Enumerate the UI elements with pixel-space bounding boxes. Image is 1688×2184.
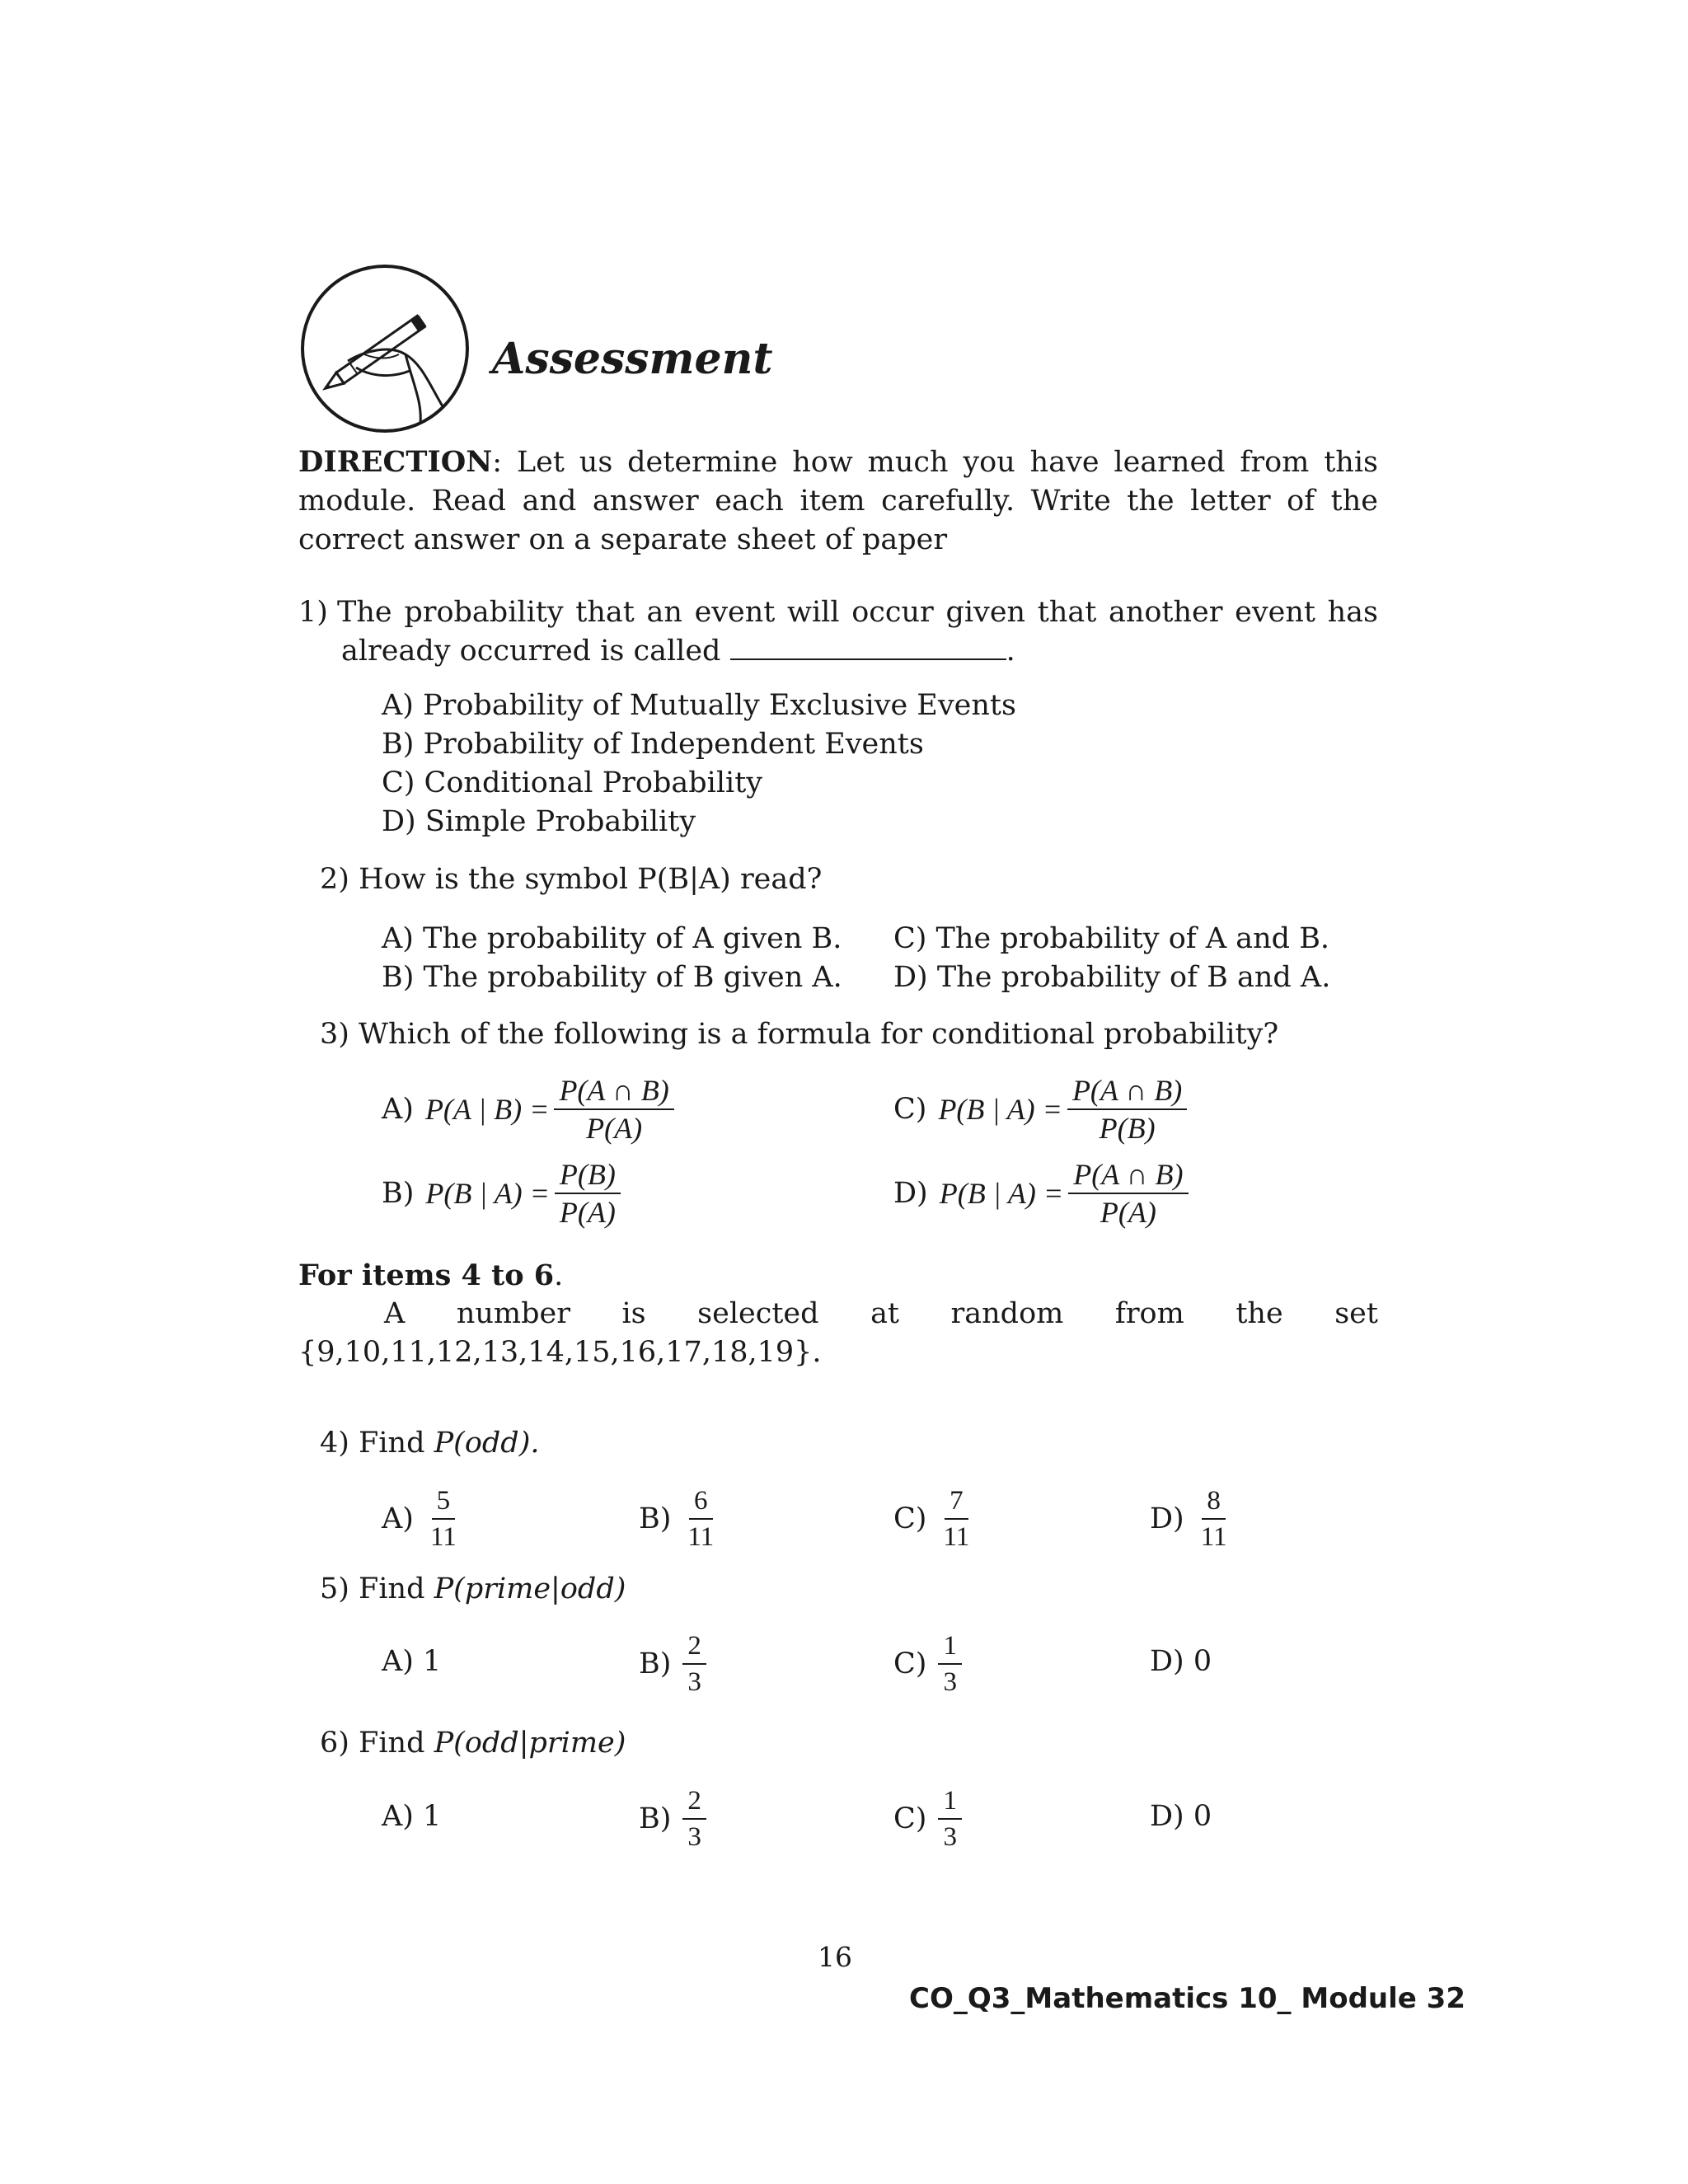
direction-label: DIRECTION (298, 445, 493, 479)
option-label: C) (893, 1647, 927, 1680)
denominator: P(B) (1099, 1112, 1156, 1145)
fraction (938, 1630, 962, 1698)
denominator: 3 (943, 1822, 957, 1852)
option-label: C) (893, 1802, 927, 1835)
formula-lhs: P(B | A) = (425, 1177, 550, 1210)
fraction (938, 1485, 974, 1553)
direction-paragraph (298, 443, 1378, 560)
word: occur (851, 596, 934, 629)
word: number (456, 1297, 570, 1330)
q4-option-c (893, 1485, 974, 1553)
word: A (384, 1297, 406, 1330)
denominator: 11 (429, 1522, 457, 1552)
question-1-stem-line1 (298, 593, 1378, 632)
q5-option-c (893, 1630, 962, 1698)
fraction (425, 1485, 462, 1553)
word: at (870, 1297, 899, 1330)
option-label: D) (1150, 1502, 1184, 1535)
word: an (646, 596, 682, 629)
items-4-6-sentence (384, 1295, 1378, 1333)
stem-expression: P(odd|prime) (434, 1727, 626, 1760)
question-5-stem (320, 1570, 626, 1609)
option-label: B) (639, 1647, 672, 1680)
word: event (1235, 596, 1315, 629)
word: selected (697, 1297, 819, 1330)
numerator: 2 (682, 1785, 706, 1820)
numerator: 5 (432, 1485, 456, 1520)
fraction (682, 1630, 706, 1698)
q5-option-d: D) 0 (1150, 1645, 1212, 1678)
denominator: P(A) (1100, 1196, 1156, 1229)
word: 1) The (298, 596, 392, 629)
module-footer: CO_Q3_Mathematics 10_ Module 32 (909, 1982, 1465, 2015)
question-1-stem-line2 (298, 632, 1378, 671)
denominator: 3 (687, 1667, 701, 1697)
numerator: 8 (1202, 1485, 1226, 1520)
stem-text: 5) Find (320, 1572, 434, 1605)
numerator: P(A ∩ B) (554, 1074, 673, 1110)
q5-option-a: A) 1 (382, 1645, 442, 1678)
q3-option-c (893, 1074, 1187, 1145)
question-1-stem-text: already occurred is called (341, 635, 721, 668)
q6-option-c (893, 1785, 962, 1853)
option-label: B) (639, 1502, 672, 1535)
denominator: P(A) (586, 1112, 643, 1145)
page-number: 16 (818, 1941, 852, 1973)
q3-option-b (382, 1158, 621, 1229)
q4-option-a (382, 1485, 462, 1553)
option-label: C) (893, 1093, 927, 1126)
word: random (950, 1297, 1064, 1330)
word: from (1114, 1297, 1184, 1330)
fraction (938, 1785, 962, 1853)
numerator: 2 (682, 1630, 706, 1665)
option-label: A) (382, 1502, 414, 1535)
word: set (1334, 1297, 1378, 1330)
q1-option-a: A) Probability of Mutually Exclusive Events (382, 689, 1016, 722)
denominator: 3 (687, 1822, 701, 1852)
answer-blank (730, 634, 1006, 660)
word: given (945, 596, 1026, 629)
fraction (1068, 1158, 1188, 1229)
numerator: P(A ∩ B) (1067, 1074, 1187, 1110)
q4-option-d (1150, 1485, 1232, 1553)
question-4-stem (320, 1424, 539, 1463)
fraction (555, 1158, 621, 1229)
word: another (1108, 596, 1223, 629)
stem-text: 4) Find (320, 1427, 434, 1460)
option-label: B) (639, 1802, 672, 1835)
numerator: P(B) (555, 1158, 621, 1194)
hand-writing-pencil-icon (298, 262, 471, 435)
q1-option-b: B) Probability of Independent Events (382, 728, 924, 761)
denominator: 11 (943, 1522, 970, 1552)
question-6-stem (320, 1724, 626, 1763)
numerator: 6 (689, 1485, 713, 1520)
denominator: 11 (1200, 1522, 1227, 1552)
q2-option-c: C) The probability of A and B. (893, 922, 1330, 955)
denominator: 3 (943, 1667, 957, 1697)
q2-option-d: D) The probability of B and A. (893, 961, 1331, 994)
word: event (694, 596, 776, 629)
word: has (1327, 596, 1378, 629)
stem-text: 6) Find (320, 1727, 434, 1760)
option-label: D) (893, 1177, 928, 1210)
numerator: 1 (938, 1630, 962, 1665)
page-title: Assessment (492, 334, 773, 384)
period: . (1006, 635, 1015, 668)
q3-option-d (893, 1158, 1189, 1229)
numerator: 7 (945, 1485, 968, 1520)
option-label: B) (382, 1177, 415, 1210)
q1-option-d: D) Simple Probability (382, 805, 696, 838)
word: is (621, 1297, 646, 1330)
word: probability (404, 596, 564, 629)
fraction (682, 1785, 706, 1853)
numerator: 1 (938, 1785, 962, 1820)
fraction (554, 1074, 673, 1145)
fraction (1067, 1074, 1187, 1145)
numerator: P(A ∩ B) (1068, 1158, 1188, 1194)
word: that (575, 596, 635, 629)
period: . (554, 1259, 564, 1292)
q5-option-b (639, 1630, 706, 1698)
question-2-stem: 2) How is the symbol P(B|A) read? (320, 863, 823, 896)
heading-text: For items 4 to 6 (298, 1258, 555, 1292)
q1-option-c: C) Conditional Probability (382, 766, 763, 799)
formula-lhs: P(B | A) = (939, 1177, 1064, 1210)
q2-option-a: A) The probability of A given B. (382, 922, 842, 955)
direction-text: : Let us determine how much you have learned from this module. Read and answer each item carefully. Write the letter of the correct answer on a separate sheet of paper (298, 446, 1378, 556)
option-label: C) (893, 1502, 927, 1535)
formula-lhs: P(A | B) = (424, 1093, 550, 1126)
question-1 (298, 593, 1378, 671)
q2-option-b: B) The probability of B given A. (382, 961, 842, 994)
word: that (1037, 596, 1097, 629)
word: the (1236, 1297, 1283, 1330)
denominator: P(A) (559, 1196, 616, 1229)
question-3-stem: 3) Which of the following is a formula for conditional probability? (320, 1018, 1279, 1051)
q6-option-d: D) 0 (1150, 1800, 1212, 1833)
q6-option-a: A) 1 (382, 1800, 442, 1833)
fraction (682, 1485, 719, 1553)
word: will (787, 596, 840, 629)
q3-option-a (382, 1074, 674, 1145)
option-label: A) (382, 1093, 414, 1126)
stem-expression: P(prime|odd) (434, 1572, 626, 1605)
q6-option-b (639, 1785, 706, 1853)
formula-lhs: P(B | A) = (938, 1093, 1062, 1126)
fraction (1196, 1485, 1232, 1553)
stem-expression: P(odd). (434, 1427, 540, 1460)
sample-set: {9,10,11,12,13,14,15,16,17,18,19}. (298, 1336, 822, 1369)
items-4-6-heading (298, 1256, 563, 1296)
denominator: 11 (687, 1522, 715, 1552)
q4-option-b (639, 1485, 719, 1553)
